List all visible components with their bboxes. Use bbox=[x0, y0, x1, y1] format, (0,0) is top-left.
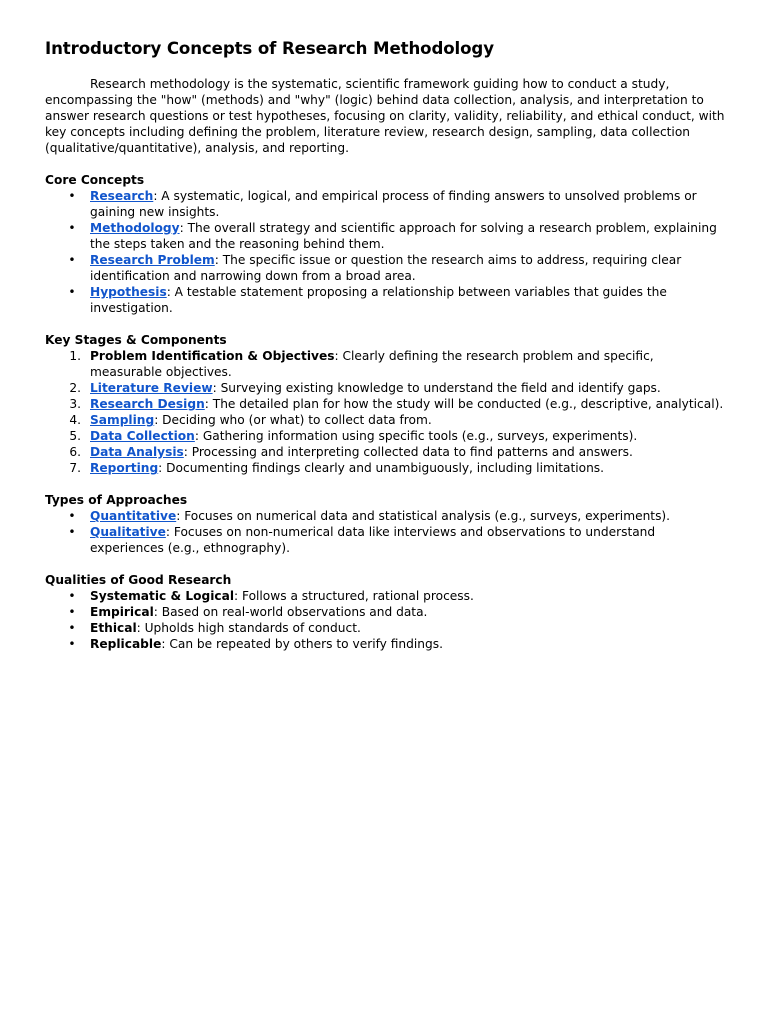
intro-paragraph: Research methodology is the systematic, scientific framework guiding how to conduct a study, encompassing the "how" (methods) and "why" (logic) behind data collection, analysis, and interpretation to answer research questions or test hypotheses, focusing on clarity, validity, reliability, and ethical conduct, with key concepts including defining the problem, literature review, research design, sampling, data collection (qualitative/quantitative), analysis, and reporting. bbox=[45, 77, 725, 155]
list-item bbox=[45, 252, 729, 284]
item-description: : Clearly defining the research problem and specific, measurable objectives. bbox=[90, 349, 654, 379]
list-item bbox=[45, 428, 729, 444]
document-title: Introductory Concepts of Research Methodology bbox=[45, 39, 494, 58]
term-systematic-logical: Systematic & Logical bbox=[90, 589, 235, 603]
list-item bbox=[45, 460, 729, 476]
list-item bbox=[45, 284, 729, 316]
term-problem-identification: Problem Identification & Objectives bbox=[90, 349, 335, 363]
item-description: : The overall strategy and scientific approach for solving a research problem, explaining the steps taken and the reasoning behind them. bbox=[90, 221, 717, 251]
document-page bbox=[45, 38, 729, 652]
link-methodology[interactable]: Methodology bbox=[90, 221, 180, 235]
item-description: : Focuses on numerical data and statistical analysis (e.g., surveys, experiments). bbox=[176, 509, 671, 523]
list-number: 1. bbox=[69, 349, 81, 363]
term-replicable: Replicable bbox=[90, 637, 162, 651]
bullet-icon: • bbox=[68, 589, 76, 603]
item-description: : Deciding who (or what) to collect data from. bbox=[154, 413, 432, 427]
list-item bbox=[45, 348, 729, 380]
link-data-collection[interactable]: Data Collection bbox=[90, 429, 195, 443]
list-item bbox=[45, 220, 729, 252]
section-heading-types-of-approaches: Types of Approaches bbox=[45, 493, 188, 507]
list-number: 3. bbox=[69, 397, 81, 411]
link-research-design[interactable]: Research Design bbox=[90, 397, 205, 411]
item-description: : Focuses on non-numerical data like interviews and observations to understand experiences (e.g., ethnography). bbox=[90, 525, 656, 555]
bullet-icon: • bbox=[68, 525, 76, 539]
list-item bbox=[45, 444, 729, 460]
item-description: : The specific issue or question the research aims to address, requiring clear identification and narrowing down from a broad area. bbox=[90, 253, 682, 283]
list-item bbox=[45, 588, 729, 604]
item-description: : Gathering information using specific tools (e.g., surveys, experiments). bbox=[194, 429, 638, 443]
bullet-icon: • bbox=[68, 509, 76, 523]
list-number: 5. bbox=[69, 429, 81, 443]
link-quantitative[interactable]: Quantitative bbox=[90, 509, 177, 523]
bullet-icon: • bbox=[68, 285, 76, 299]
key-stages-list bbox=[45, 348, 729, 476]
item-description: : Follows a structured, rational process. bbox=[234, 589, 474, 603]
link-hypothesis[interactable]: Hypothesis bbox=[90, 285, 167, 299]
link-research[interactable]: Research bbox=[90, 189, 154, 203]
bullet-icon: • bbox=[68, 189, 76, 203]
list-item bbox=[45, 412, 729, 428]
item-description: : Processing and interpreting collected data to find patterns and answers. bbox=[183, 445, 633, 459]
link-literature-review[interactable]: Literature Review bbox=[90, 381, 213, 395]
item-description: : The detailed plan for how the study will be conducted (e.g., descriptive, analytical). bbox=[204, 397, 724, 411]
bullet-icon: • bbox=[68, 637, 76, 651]
list-number: 7. bbox=[69, 461, 81, 475]
list-item bbox=[45, 636, 729, 652]
list-item bbox=[45, 620, 729, 636]
bullet-icon: • bbox=[68, 605, 76, 619]
list-number: 4. bbox=[69, 413, 81, 427]
item-description: : Upholds high standards of conduct. bbox=[136, 621, 361, 635]
list-number: 6. bbox=[69, 445, 81, 459]
item-description: : Can be repeated by others to verify findings. bbox=[161, 637, 443, 651]
bullet-icon: • bbox=[68, 221, 76, 235]
list-item bbox=[45, 380, 729, 396]
link-reporting[interactable]: Reporting bbox=[90, 461, 159, 475]
link-data-analysis[interactable]: Data Analysis bbox=[90, 445, 184, 459]
section-heading-key-stages: Key Stages & Components bbox=[45, 333, 227, 347]
item-description: : Documenting findings clearly and unambiguously, including limitations. bbox=[158, 461, 605, 475]
item-description: : Based on real-world observations and data. bbox=[153, 605, 428, 619]
link-sampling[interactable]: Sampling bbox=[90, 413, 155, 427]
item-description: : Surveying existing knowledge to understand the field and identify gaps. bbox=[212, 381, 661, 395]
approaches-list bbox=[45, 508, 729, 556]
section-heading-core-concepts: Core Concepts bbox=[45, 173, 145, 187]
qualities-list bbox=[45, 588, 729, 652]
link-qualitative[interactable]: Qualitative bbox=[90, 525, 166, 539]
term-ethical: Ethical bbox=[90, 621, 137, 635]
bullet-icon: • bbox=[68, 253, 76, 267]
item-description: : A systematic, logical, and empirical process of finding answers to unsolved problems or gaining new insights. bbox=[90, 189, 697, 219]
list-item bbox=[45, 524, 729, 556]
bullet-icon: • bbox=[68, 621, 76, 635]
term-empirical: Empirical bbox=[90, 605, 154, 619]
list-item bbox=[45, 604, 729, 620]
link-research-problem[interactable]: Research Problem bbox=[90, 253, 215, 267]
item-description: : A testable statement proposing a relationship between variables that guides the investigation. bbox=[90, 285, 667, 315]
list-item bbox=[45, 508, 729, 524]
list-number: 2. bbox=[69, 381, 81, 395]
list-item bbox=[45, 188, 729, 220]
section-heading-qualities: Qualities of Good Research bbox=[45, 573, 232, 587]
core-concepts-list bbox=[45, 188, 729, 316]
list-item bbox=[45, 396, 729, 412]
